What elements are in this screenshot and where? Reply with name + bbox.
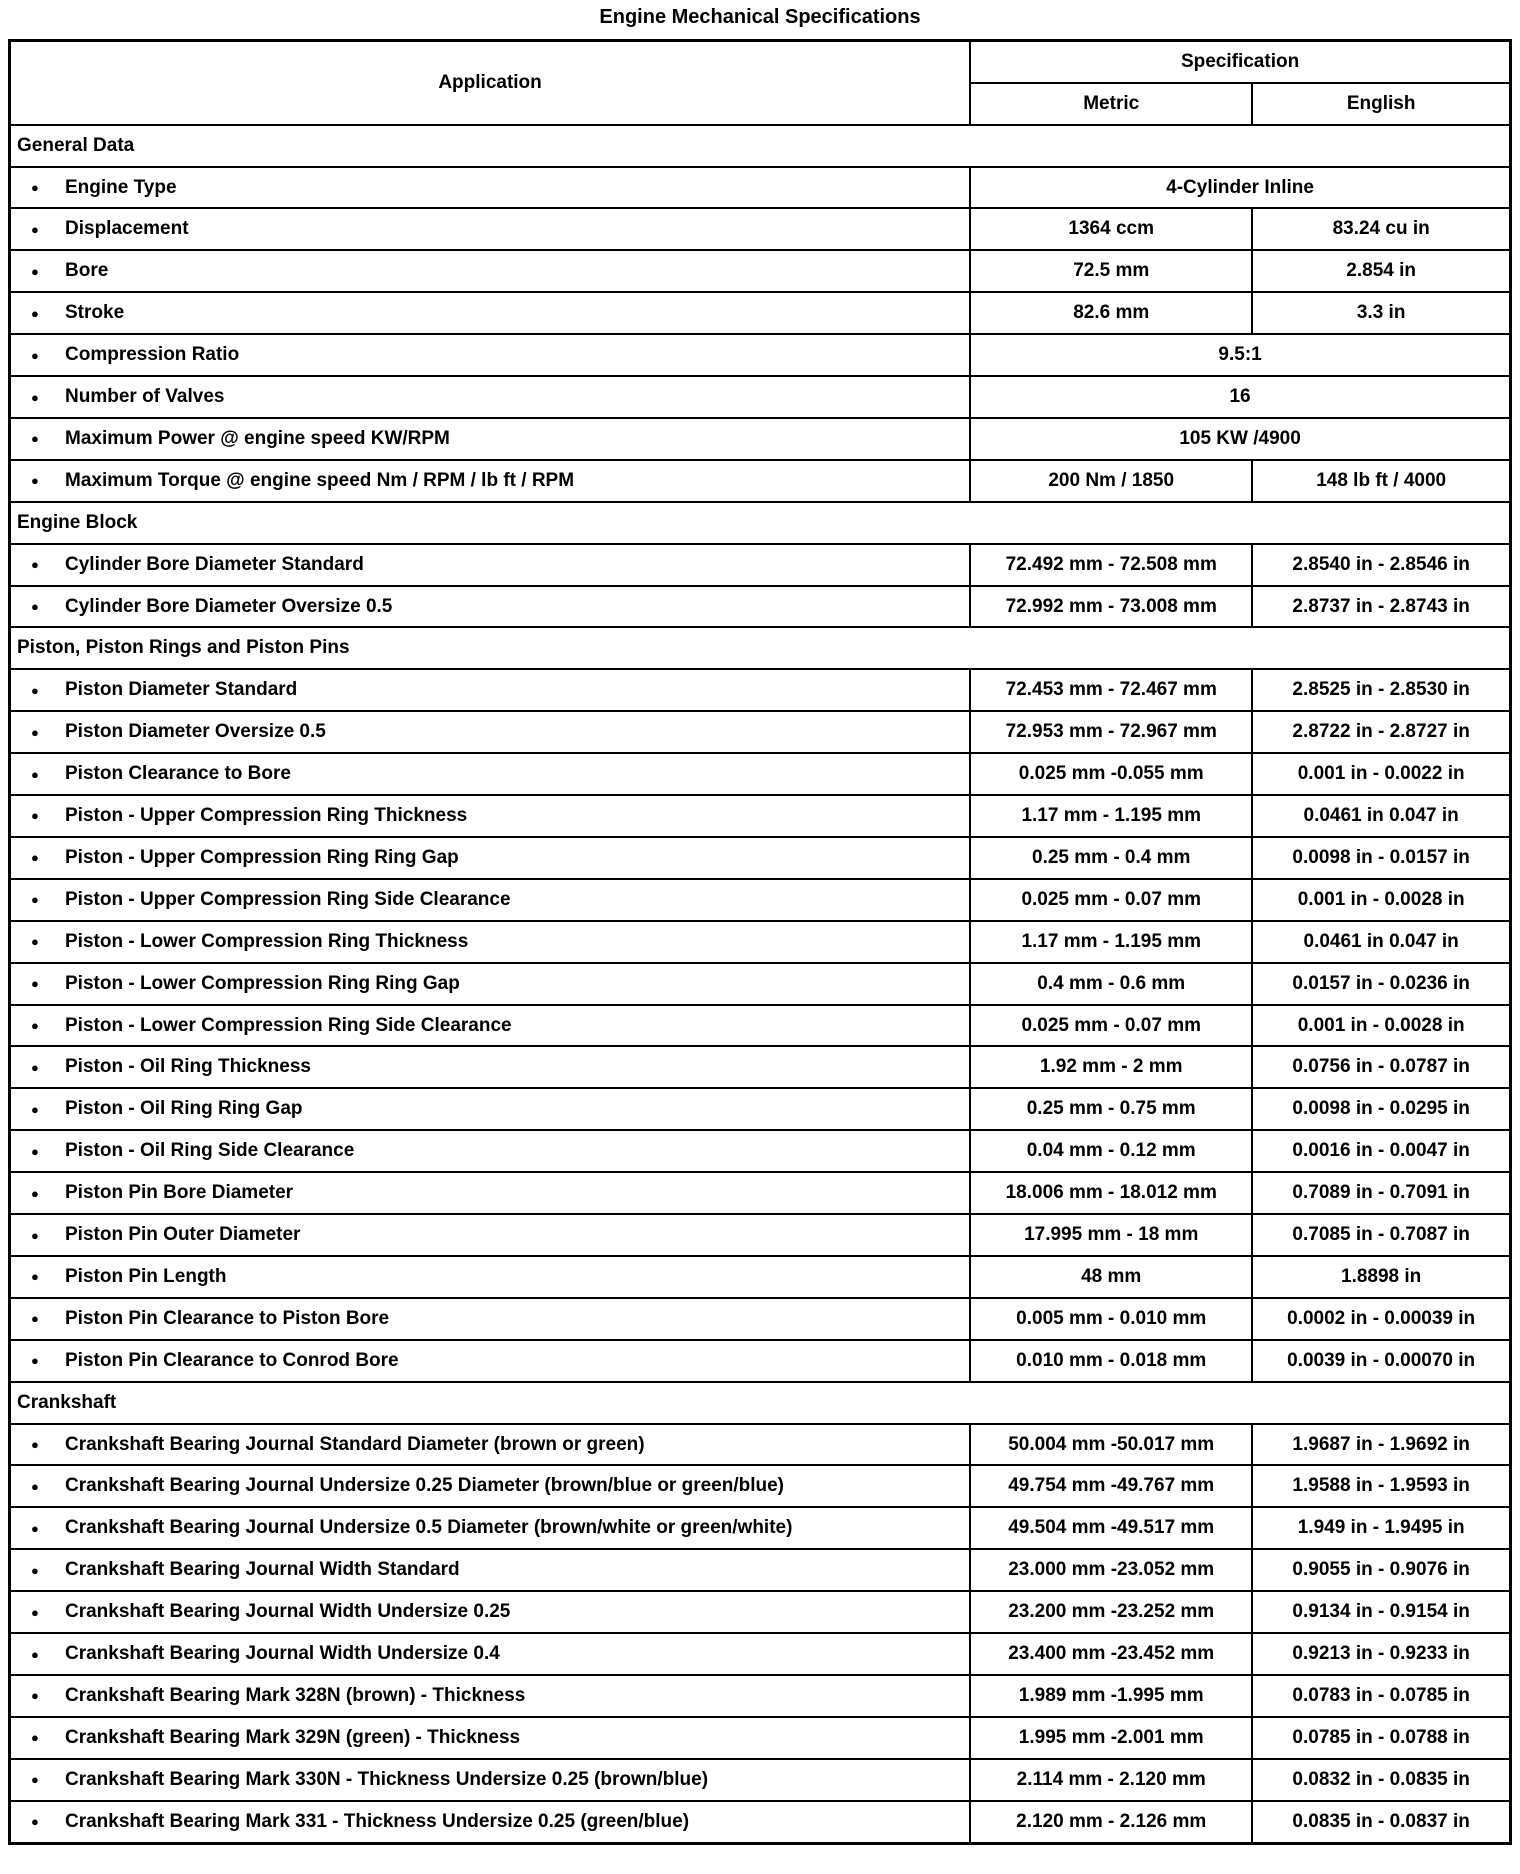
row-label: Piston Diameter Standard [65, 679, 298, 701]
row-label-cell [10, 1507, 971, 1549]
header-row-top [10, 41, 1511, 83]
english-value: 0.0461 in 0.047 in [1252, 795, 1510, 837]
english-value: 0.0016 in - 0.0047 in [1252, 1130, 1510, 1172]
spec-row [10, 795, 1511, 837]
english-value: 0.0756 in - 0.0787 in [1252, 1046, 1510, 1088]
english-value: 0.0461 in 0.047 in [1252, 921, 1510, 963]
spec-row [10, 1005, 1511, 1047]
row-label-cell [10, 167, 971, 209]
row-label: Piston - Upper Compression Ring Side Clearance [65, 888, 511, 910]
spec-row [10, 418, 1511, 460]
metric-value: 0.025 mm -0.055 mm [970, 753, 1252, 795]
row-label: Number of Valves [65, 386, 225, 408]
spec-row [10, 208, 1511, 250]
bullet-icon: ● [31, 1646, 39, 1662]
metric-value: 82.6 mm [970, 292, 1252, 334]
row-label-cell [10, 1340, 971, 1382]
spec-row [10, 1424, 1511, 1466]
spec-row [10, 1340, 1511, 1382]
row-label-cell [10, 1633, 971, 1675]
row-label-cell [10, 711, 971, 753]
english-value: 1.9588 in - 1.9593 in [1252, 1465, 1510, 1507]
row-label-cell [10, 1088, 971, 1130]
bullet-icon: ● [31, 1478, 39, 1494]
english-value: 0.001 in - 0.0022 in [1252, 753, 1510, 795]
bullet-icon: ● [31, 850, 39, 866]
row-label-cell [10, 1046, 971, 1088]
row-label-cell [10, 1717, 971, 1759]
row-label: Cylinder Bore Diameter Standard [65, 553, 364, 575]
row-label-cell [10, 376, 971, 418]
bullet-icon: ● [31, 263, 39, 279]
row-label-cell [10, 963, 971, 1005]
bullet-icon: ● [31, 1604, 39, 1620]
row-label-cell [10, 1591, 971, 1633]
english-value: 0.7085 in - 0.7087 in [1252, 1214, 1510, 1256]
metric-value: 0.25 mm - 0.4 mm [970, 837, 1252, 879]
spec-row [10, 669, 1511, 711]
row-label: Piston - Lower Compression Ring Ring Gap [65, 972, 460, 994]
bullet-icon: ● [31, 1227, 39, 1243]
spec-row [10, 879, 1511, 921]
row-label: Piston Pin Clearance to Conrod Bore [65, 1349, 399, 1371]
bullet-icon: ● [31, 1143, 39, 1159]
row-label: Crankshaft Bearing Journal Width Standard [65, 1559, 460, 1581]
spec-row [10, 250, 1511, 292]
metric-value: 72.953 mm - 72.967 mm [970, 711, 1252, 753]
row-label: Piston Pin Length [65, 1266, 227, 1288]
page-title: Engine Mechanical Specifications [599, 6, 921, 28]
bullet-icon: ● [31, 389, 39, 405]
bullet-icon: ● [31, 1185, 39, 1201]
english-value: 0.0157 in - 0.0236 in [1252, 963, 1510, 1005]
row-label: Piston Diameter Oversize 0.5 [65, 721, 326, 743]
bullet-icon: ● [31, 557, 39, 573]
metric-value: 1.92 mm - 2 mm [970, 1046, 1252, 1088]
spec-row [10, 711, 1511, 753]
spec-value-combined: 9.5:1 [970, 334, 1510, 376]
spec-value-combined: 4-Cylinder Inline [970, 167, 1510, 209]
english-value: 2.8722 in - 2.8727 in [1252, 711, 1510, 753]
english-value: 0.9055 in - 0.9076 in [1252, 1549, 1510, 1591]
spec-row [10, 1088, 1511, 1130]
row-label-cell [10, 1298, 971, 1340]
english-value: 0.001 in - 0.0028 in [1252, 879, 1510, 921]
metric-value: 72.492 mm - 72.508 mm [970, 544, 1252, 586]
spec-row [10, 1675, 1511, 1717]
row-label-cell [10, 208, 971, 250]
bullet-icon: ● [31, 1311, 39, 1327]
row-label: Crankshaft Bearing Journal Width Undersize 0.4 [65, 1643, 500, 1665]
spec-row [10, 544, 1511, 586]
metric-value: 0.025 mm - 0.07 mm [970, 1005, 1252, 1047]
bullet-icon: ● [31, 934, 39, 950]
english-value: 0.0098 in - 0.0295 in [1252, 1088, 1510, 1130]
english-value: 0.0835 in - 0.0837 in [1252, 1801, 1510, 1843]
spec-table-header [10, 41, 1511, 125]
metric-value: 1.995 mm -2.001 mm [970, 1717, 1252, 1759]
row-label: Maximum Power @ engine speed KW/RPM [65, 428, 450, 450]
bullet-icon: ● [31, 682, 39, 698]
row-label: Crankshaft Bearing Journal Standard Diameter (brown or green) [65, 1433, 645, 1455]
metric-value: 2.114 mm - 2.120 mm [970, 1759, 1252, 1801]
row-label-cell [10, 250, 971, 292]
english-value: 1.9687 in - 1.9692 in [1252, 1424, 1510, 1466]
bullet-icon: ● [31, 305, 39, 321]
spec-row [10, 1633, 1511, 1675]
spec-row [10, 292, 1511, 334]
metric-value: 2.120 mm - 2.126 mm [970, 1801, 1252, 1843]
spec-table [8, 39, 1512, 1845]
metric-value: 0.04 mm - 0.12 mm [970, 1130, 1252, 1172]
spec-row [10, 921, 1511, 963]
spec-row [10, 1759, 1511, 1801]
english-value: 0.7089 in - 0.7091 in [1252, 1172, 1510, 1214]
spec-table-body [10, 125, 1511, 1843]
row-label-cell [10, 669, 971, 711]
column-header-english: English [1252, 83, 1510, 125]
bullet-icon: ● [31, 473, 39, 489]
metric-value: 1364 ccm [970, 208, 1252, 250]
metric-value: 1.17 mm - 1.195 mm [970, 921, 1252, 963]
spec-row [10, 1591, 1511, 1633]
bullet-icon: ● [31, 892, 39, 908]
spec-row [10, 1214, 1511, 1256]
row-label: Piston Pin Bore Diameter [65, 1182, 294, 1204]
row-label: Displacement [65, 218, 189, 240]
metric-value: 0.4 mm - 0.6 mm [970, 963, 1252, 1005]
bullet-icon: ● [31, 1814, 39, 1830]
row-label: Piston - Oil Ring Ring Gap [65, 1098, 303, 1120]
bullet-icon: ● [31, 431, 39, 447]
spec-row [10, 1549, 1511, 1591]
spec-value-combined: 16 [970, 376, 1510, 418]
english-value: 0.0783 in - 0.0785 in [1252, 1675, 1510, 1717]
row-label-cell [10, 1801, 971, 1843]
metric-value: 0.25 mm - 0.75 mm [970, 1088, 1252, 1130]
english-value: 0.0002 in - 0.00039 in [1252, 1298, 1510, 1340]
english-value: 148 lb ft / 4000 [1252, 460, 1510, 502]
english-value: 1.949 in - 1.9495 in [1252, 1507, 1510, 1549]
metric-value: 0.005 mm - 0.010 mm [970, 1298, 1252, 1340]
english-value: 0.0098 in - 0.0157 in [1252, 837, 1510, 879]
row-label: Engine Type [65, 176, 177, 198]
row-label: Crankshaft Bearing Journal Undersize 0.5 Diameter (brown/white or green/white) [65, 1517, 793, 1539]
bullet-icon: ● [31, 1688, 39, 1704]
section-header-row [10, 125, 1511, 167]
metric-value: 49.504 mm -49.517 mm [970, 1507, 1252, 1549]
row-label: Stroke [65, 302, 125, 324]
row-label: Maximum Torque @ engine speed Nm / RPM / lb ft / RPM [65, 469, 575, 491]
english-value: 83.24 cu in [1252, 208, 1510, 250]
row-label-cell [10, 292, 971, 334]
row-label-cell [10, 1549, 971, 1591]
bullet-icon: ● [31, 1730, 39, 1746]
row-label: Piston - Oil Ring Thickness [65, 1056, 311, 1078]
english-value: 0.001 in - 0.0028 in [1252, 1005, 1510, 1047]
row-label: Piston Clearance to Bore [65, 763, 291, 785]
english-value: 3.3 in [1252, 292, 1510, 334]
bullet-icon: ● [31, 599, 39, 615]
spec-value-combined: 105 KW /4900 [970, 418, 1510, 460]
spec-row [10, 1507, 1511, 1549]
column-header-specification: Specification [970, 41, 1510, 83]
column-header-application: Application [10, 41, 971, 125]
spec-row [10, 1801, 1511, 1843]
metric-value: 1.17 mm - 1.195 mm [970, 795, 1252, 837]
bullet-icon: ● [31, 808, 39, 824]
metric-value: 23.400 mm -23.452 mm [970, 1633, 1252, 1675]
spec-row [10, 1465, 1511, 1507]
metric-value: 48 mm [970, 1256, 1252, 1298]
row-label-cell [10, 1172, 971, 1214]
row-label: Piston - Oil Ring Side Clearance [65, 1140, 355, 1162]
metric-value: 0.025 mm - 0.07 mm [970, 879, 1252, 921]
english-value: 0.9134 in - 0.9154 in [1252, 1591, 1510, 1633]
bullet-icon: ● [31, 1101, 39, 1117]
section-title: Engine Block [10, 502, 1511, 544]
bullet-icon: ● [31, 221, 39, 237]
spec-row [10, 460, 1511, 502]
row-label: Piston Pin Outer Diameter [65, 1224, 301, 1246]
section-header-row [10, 1382, 1511, 1424]
row-label-cell [10, 753, 971, 795]
row-label: Crankshaft Bearing Journal Undersize 0.25 Diameter (brown/blue or green/blue) [65, 1475, 785, 1497]
spec-row [10, 963, 1511, 1005]
row-label-cell [10, 879, 971, 921]
spec-row [10, 586, 1511, 628]
english-value: 2.8540 in - 2.8546 in [1252, 544, 1510, 586]
bullet-icon: ● [31, 1772, 39, 1788]
bullet-icon: ● [31, 1018, 39, 1034]
spec-row [10, 376, 1511, 418]
spec-row [10, 753, 1511, 795]
row-label-cell [10, 1256, 971, 1298]
metric-value: 0.010 mm - 0.018 mm [970, 1340, 1252, 1382]
spec-row [10, 1046, 1511, 1088]
row-label-cell [10, 1465, 971, 1507]
row-label-cell [10, 1675, 971, 1717]
row-label-cell [10, 1759, 971, 1801]
row-label-cell [10, 837, 971, 879]
row-label: Compression Ratio [65, 344, 240, 366]
column-header-metric: Metric [970, 83, 1252, 125]
row-label-cell [10, 1214, 971, 1256]
spec-row [10, 334, 1511, 376]
spec-row [10, 1172, 1511, 1214]
bullet-icon: ● [31, 1520, 39, 1536]
row-label: Bore [65, 260, 109, 282]
row-label-cell [10, 1130, 971, 1172]
row-label-cell [10, 1424, 971, 1466]
metric-value: 200 Nm / 1850 [970, 460, 1252, 502]
row-label: Piston - Lower Compression Ring Side Clearance [65, 1014, 512, 1036]
row-label-cell [10, 418, 971, 460]
section-header-row [10, 627, 1511, 669]
row-label: Crankshaft Bearing Mark 328N (brown) - Thickness [65, 1685, 526, 1707]
english-value: 2.8737 in - 2.8743 in [1252, 586, 1510, 628]
row-label-cell [10, 460, 971, 502]
bullet-icon: ● [31, 347, 39, 363]
english-value: 0.0039 in - 0.00070 in [1252, 1340, 1510, 1382]
row-label-cell [10, 586, 971, 628]
bullet-icon: ● [31, 1059, 39, 1075]
row-label-cell [10, 921, 971, 963]
spec-row [10, 1298, 1511, 1340]
metric-value: 23.000 mm -23.052 mm [970, 1549, 1252, 1591]
spec-row [10, 167, 1511, 209]
spec-row [10, 837, 1511, 879]
english-value: 0.9213 in - 0.9233 in [1252, 1633, 1510, 1675]
section-title: Crankshaft [10, 1382, 1511, 1424]
metric-value: 23.200 mm -23.252 mm [970, 1591, 1252, 1633]
row-label: Piston - Lower Compression Ring Thickness [65, 930, 469, 952]
english-value: 0.0785 in - 0.0788 in [1252, 1717, 1510, 1759]
row-label: Crankshaft Bearing Mark 330N - Thickness Undersize 0.25 (brown/blue) [65, 1768, 709, 1790]
english-value: 0.0832 in - 0.0835 in [1252, 1759, 1510, 1801]
bullet-icon: ● [31, 724, 39, 740]
section-header-row [10, 502, 1511, 544]
section-title: General Data [10, 125, 1511, 167]
spec-row [10, 1256, 1511, 1298]
row-label-cell [10, 795, 971, 837]
metric-value: 1.989 mm -1.995 mm [970, 1675, 1252, 1717]
row-label-cell [10, 544, 971, 586]
row-label-cell [10, 1005, 971, 1047]
metric-value: 18.006 mm - 18.012 mm [970, 1172, 1252, 1214]
metric-value: 50.004 mm -50.017 mm [970, 1424, 1252, 1466]
spec-row [10, 1130, 1511, 1172]
row-label: Cylinder Bore Diameter Oversize 0.5 [65, 595, 393, 617]
spec-row [10, 1717, 1511, 1759]
bullet-icon: ● [31, 1269, 39, 1285]
bullet-icon: ● [31, 1353, 39, 1369]
metric-value: 72.5 mm [970, 250, 1252, 292]
metric-value: 49.754 mm -49.767 mm [970, 1465, 1252, 1507]
bullet-icon: ● [31, 766, 39, 782]
bullet-icon: ● [31, 1437, 39, 1453]
bullet-icon: ● [31, 1562, 39, 1578]
row-label: Crankshaft Bearing Mark 329N (green) - Thickness [65, 1726, 521, 1748]
row-label-cell [10, 334, 971, 376]
bullet-icon: ● [31, 180, 39, 196]
row-label: Crankshaft Bearing Mark 331 - Thickness Undersize 0.25 (green/blue) [65, 1810, 690, 1832]
row-label: Piston - Upper Compression Ring Thickness [65, 805, 468, 827]
row-label: Piston - Upper Compression Ring Ring Gap [65, 846, 459, 868]
metric-value: 72.453 mm - 72.467 mm [970, 669, 1252, 711]
row-label: Piston Pin Clearance to Piston Bore [65, 1307, 390, 1329]
section-title: Piston, Piston Rings and Piston Pins [10, 627, 1511, 669]
row-label: Crankshaft Bearing Journal Width Undersize 0.25 [65, 1601, 511, 1623]
english-value: 2.8525 in - 2.8530 in [1252, 669, 1510, 711]
english-value: 1.8898 in [1252, 1256, 1510, 1298]
metric-value: 72.992 mm - 73.008 mm [970, 586, 1252, 628]
bullet-icon: ● [31, 976, 39, 992]
english-value: 2.854 in [1252, 250, 1510, 292]
metric-value: 17.995 mm - 18 mm [970, 1214, 1252, 1256]
